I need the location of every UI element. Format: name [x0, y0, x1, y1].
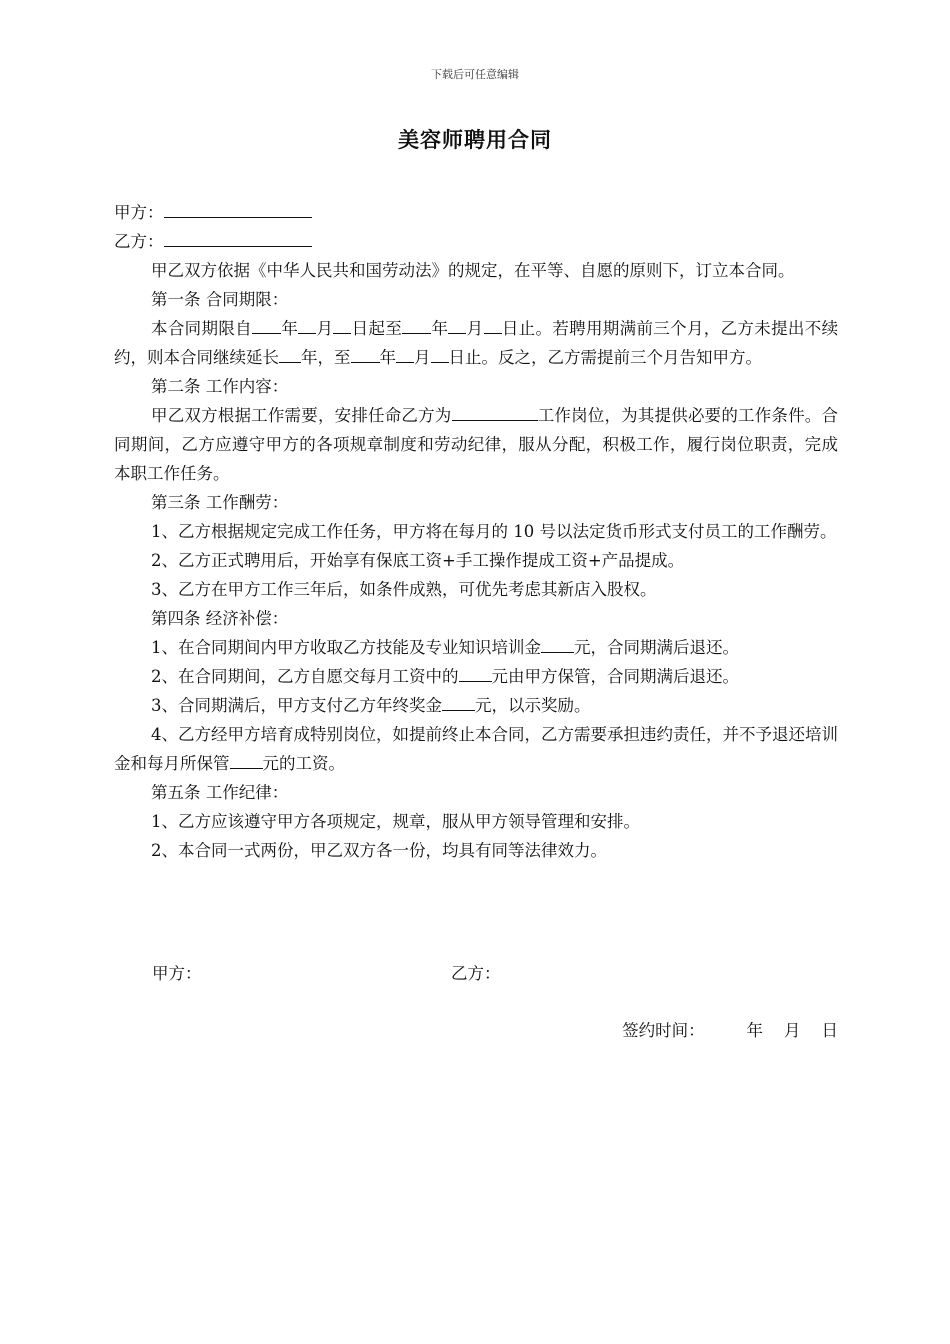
article-3-item-3: 3、乙方在甲方工作三年后，如条件成熟，可优先考虑其新店入股权。	[151, 580, 657, 599]
blank	[431, 345, 449, 363]
blank	[442, 693, 475, 711]
blank	[484, 316, 502, 334]
article-4-item-1: 1、在合同期间内甲方收取乙方技能及专业知识培训金 元，合同期满后退还。	[114, 633, 838, 662]
document-title: 美容师聘用合同	[398, 128, 552, 152]
article-4-item-3: 3、合同期满后，甲方支付乙方年终奖金 元，以示奖励。	[114, 691, 838, 720]
blank	[230, 751, 263, 769]
signature-party-a: 甲方：	[152, 964, 202, 983]
blank	[448, 316, 466, 334]
article-4-item-2: 2、在合同期间，乙方自愿交每月工资中的 元由甲方保管，合同期满后退还。	[114, 662, 838, 691]
article-5-item-2: 2、本合同一式两份，甲乙双方各一份，均具有同等法律效力。	[151, 841, 607, 860]
party-a-blank	[164, 200, 312, 218]
blank	[396, 345, 414, 363]
contract-body	[114, 198, 838, 865]
article-5-item-1: 1、乙方应该遵守甲方各项规定，规章，服从甲方领导管理和安排。	[151, 812, 640, 831]
article-2-heading: 第二条 工作内容：	[151, 377, 289, 396]
date-month: 月	[784, 1021, 801, 1040]
party-a-line	[114, 198, 838, 227]
article-5-heading: 第五条 工作纪律：	[151, 783, 289, 802]
party-b-blank	[164, 229, 312, 247]
blank	[541, 635, 574, 653]
article-2-text: 甲乙双方根据工作需要，安排任命乙方为 工作岗位，为其提供必要的工作条件。合同期间，乙方应遵守甲方的各项规章制度和劳动纪律，服从分配，积极工作，履行岗位职责，完成本职工作任务。	[114, 401, 838, 488]
signing-date-label: 签约时间：	[622, 1021, 705, 1040]
blank	[279, 345, 301, 363]
blank	[459, 664, 492, 682]
position-blank	[452, 403, 538, 421]
article-3-item-1: 1、乙方根据规定完成工作任务，甲方将在每月的 10 号以法定货币形式支付员工的工作酬劳。	[151, 522, 837, 541]
party-b-label: 乙方：	[114, 232, 164, 251]
signing-date-line	[622, 1017, 838, 1041]
date-day: 日	[821, 1021, 838, 1040]
signature-party-b: 乙方：	[451, 964, 501, 983]
party-a-label: 甲方：	[114, 203, 164, 222]
party-b-line	[114, 227, 838, 256]
intro-paragraph: 甲乙双方依据《中华人民共和国劳动法》的规定，在平等、自愿的原则下，订立本合同。	[151, 261, 795, 280]
article-3-heading: 第三条 工作酬劳：	[151, 493, 289, 512]
article-1-heading: 第一条 合同期限：	[151, 290, 289, 309]
article-4-item-4: 4、乙方经甲方培育成特别岗位，如提前终止本合同，乙方需要承担违约责任，并不予退还培训金和每月所保管 元的工资。	[114, 725, 838, 773]
blank	[351, 345, 380, 363]
blank	[298, 316, 316, 334]
article-1-text: 本合同期限自 年 月 日起至 年 月 日止。若聘用期满前三个月，乙方未提出不续约，则本合同继续延长 年，至 年 月 日止。反之，乙方需提前三个月告知甲方。	[114, 314, 838, 372]
date-year: 年	[746, 1021, 764, 1040]
blank	[333, 316, 351, 334]
header-note: 下载后可任意编辑	[431, 68, 519, 81]
article-3-item-2: 2、乙方正式聘用后，开始享有保底工资+手工操作提成工资+产品提成。	[151, 551, 685, 570]
article-4-heading: 第四条 经济补偿：	[151, 609, 289, 628]
blank	[402, 316, 431, 334]
blank	[252, 316, 281, 334]
